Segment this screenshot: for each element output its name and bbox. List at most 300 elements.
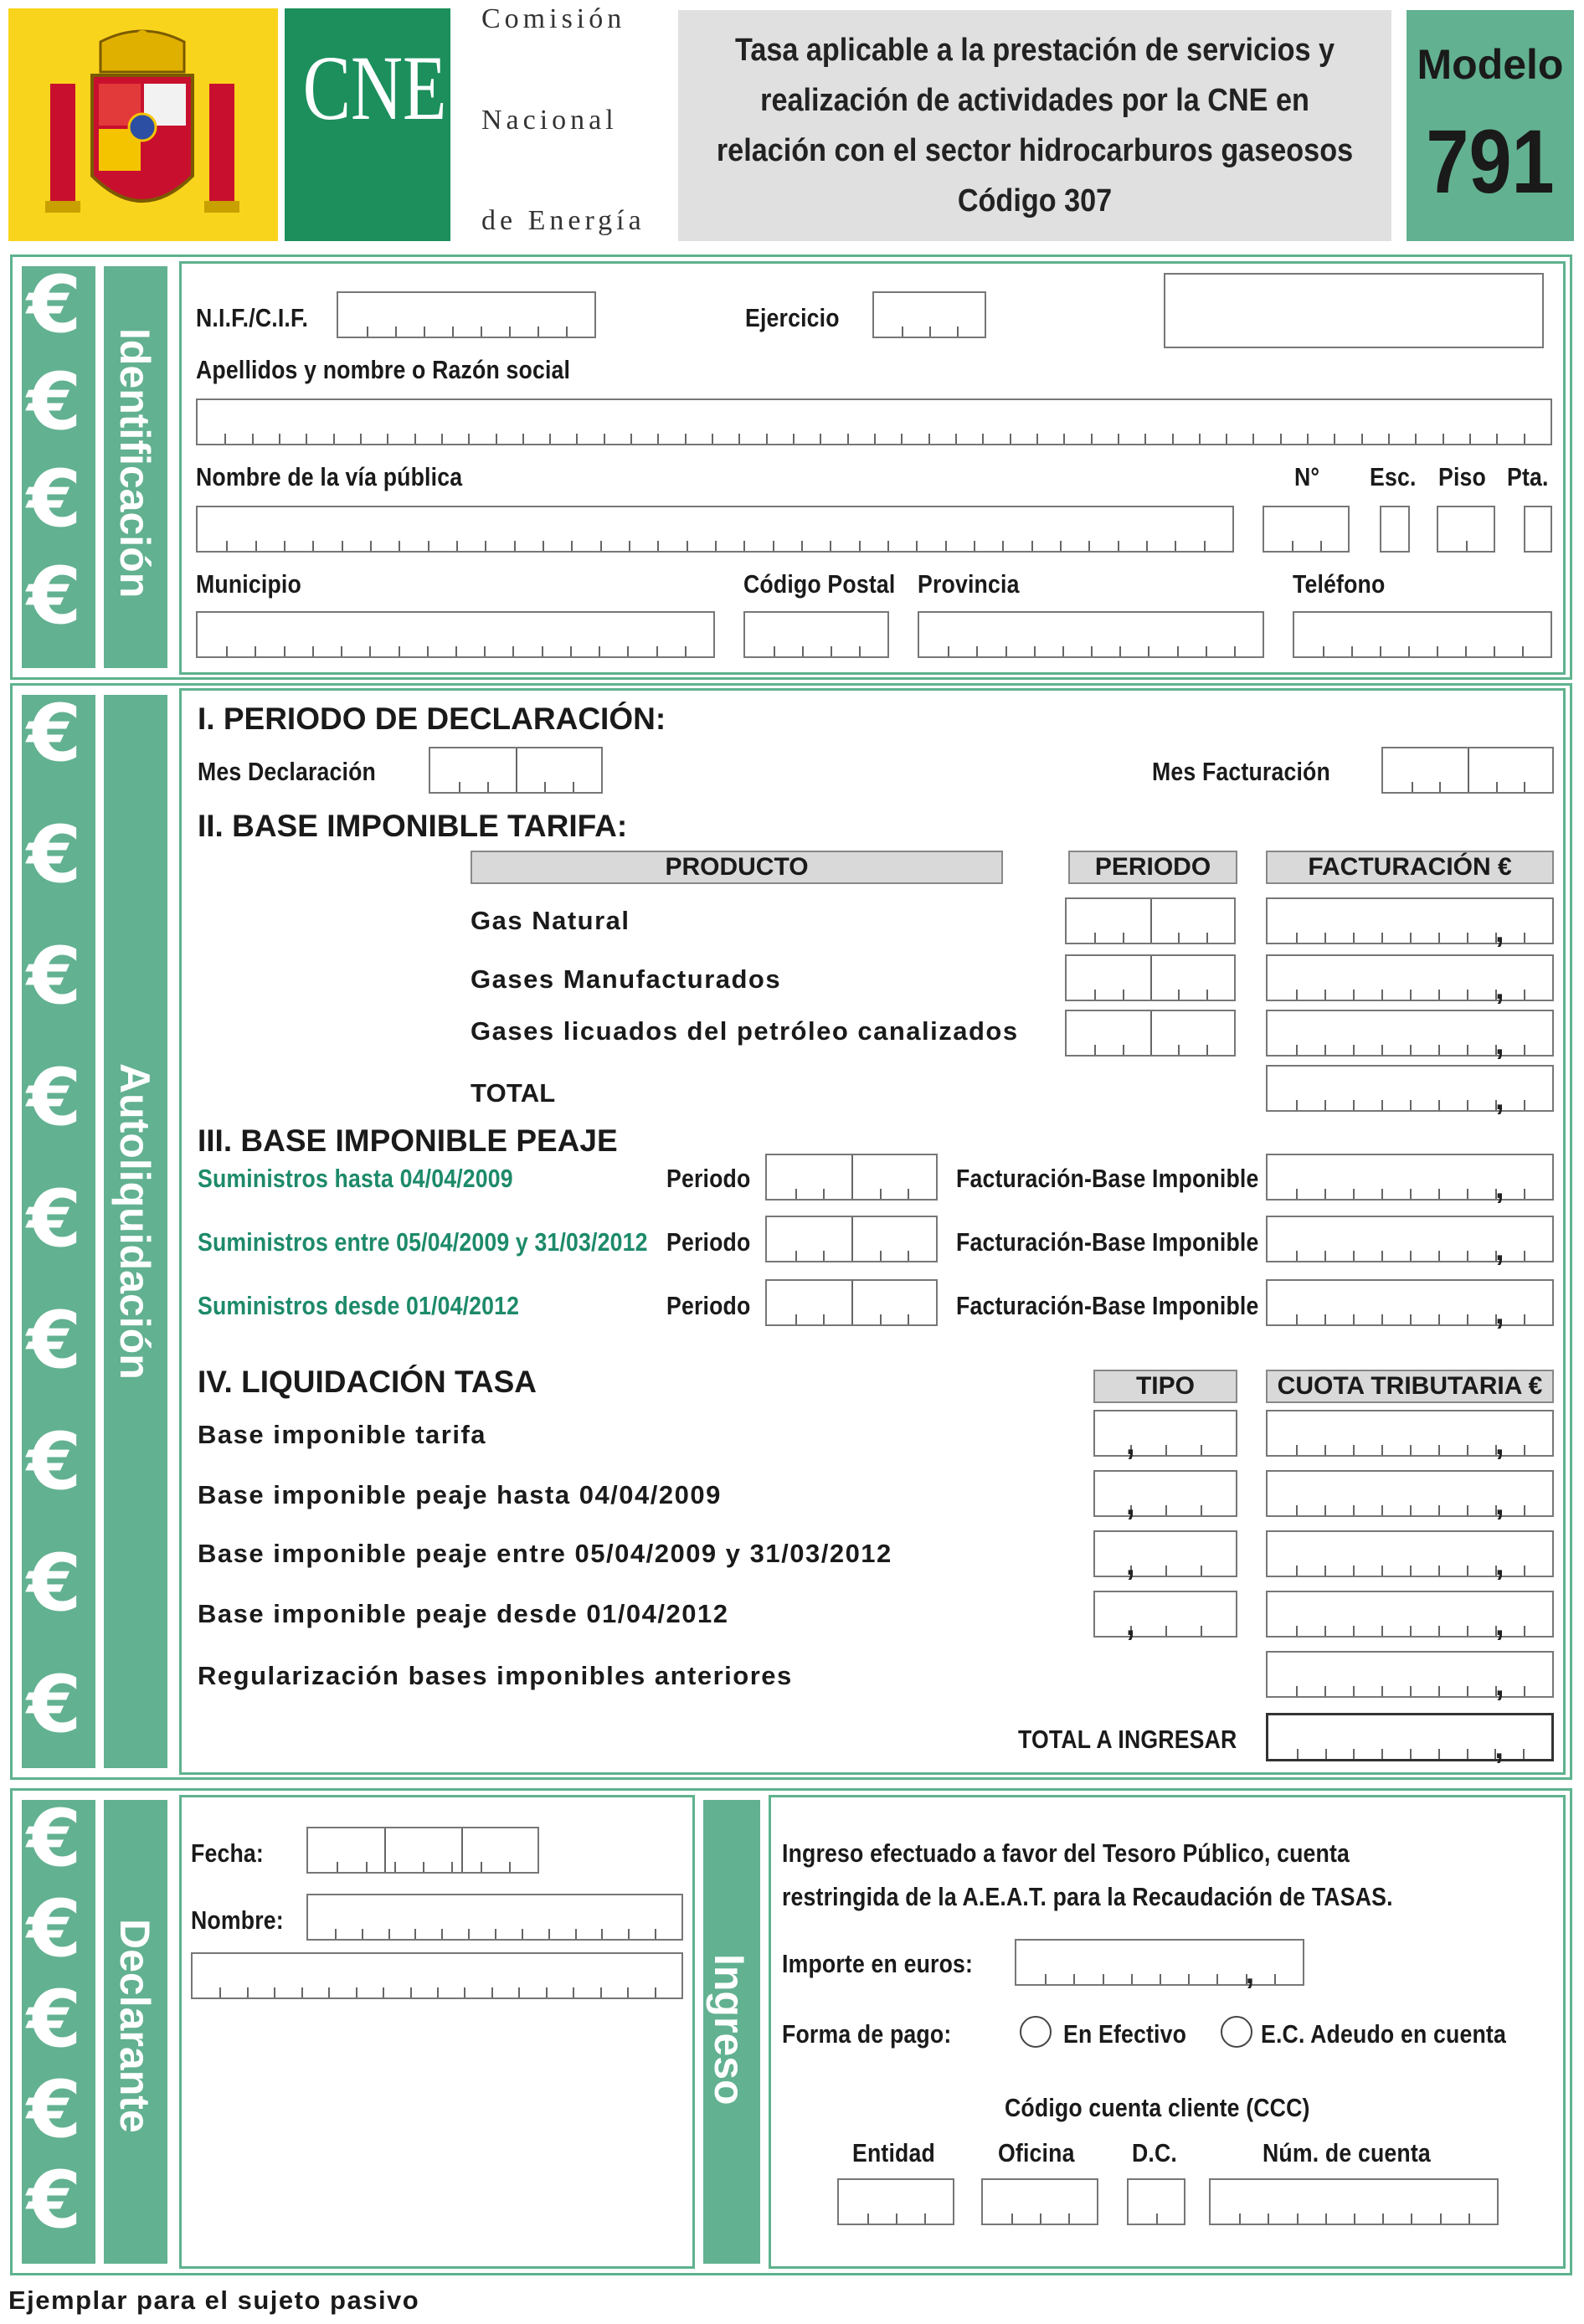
field-tick — [1206, 1045, 1208, 1055]
field-tick — [1524, 990, 1525, 1000]
total-tarifa-field[interactable] — [1266, 1065, 1554, 1117]
escalera-label: Esc. — [1370, 462, 1417, 491]
field-tick — [333, 434, 335, 444]
field-tick — [1323, 646, 1324, 656]
field-tick — [948, 646, 949, 656]
field-tick — [301, 1987, 303, 1998]
liq-row-4-cuota-field[interactable] — [1266, 1591, 1554, 1643]
field-tick — [715, 541, 717, 551]
field-tick — [1410, 933, 1412, 943]
dc-label: D.C. — [1132, 2138, 1178, 2167]
gases-manufacturados-periodo-field[interactable] — [1065, 954, 1236, 1001]
decimal-comma-icon: , — [1495, 914, 1504, 949]
form-title-code: Código 307 — [957, 183, 1113, 219]
decimal-comma-icon: , — [1495, 1668, 1504, 1703]
field-tick — [1031, 541, 1033, 551]
field-tick — [1325, 1749, 1327, 1759]
field-tick — [437, 1987, 439, 1998]
field-tick — [306, 434, 307, 444]
peaje-row-3-facturacion-field[interactable] — [1266, 1279, 1554, 1331]
regularizacion-cuota-field[interactable] — [1266, 1651, 1554, 1703]
decimal-comma-icon: , — [1495, 1026, 1504, 1062]
field-tick — [570, 646, 572, 656]
total-tarifa-label: TOTAL — [471, 1078, 556, 1108]
field-tick — [795, 1314, 797, 1324]
liq-row-2-label: Base imponible peaje hasta 04/04/2009 — [198, 1480, 722, 1509]
nombre-razon-field[interactable] — [196, 398, 1552, 445]
field-tick — [342, 541, 343, 551]
field-tick — [394, 1862, 396, 1872]
field-tick — [600, 1987, 602, 1998]
field-tick — [1524, 1626, 1525, 1636]
field-tick — [341, 646, 342, 656]
field-tick — [1524, 1445, 1525, 1455]
escalera-field[interactable] — [1380, 506, 1410, 553]
field-tick — [575, 1929, 577, 1939]
field-tick — [957, 326, 959, 337]
field-tick — [1334, 434, 1335, 444]
field-tick — [1437, 646, 1438, 656]
declarante-euro-icon: € — [27, 1974, 82, 2065]
identificacion-euro-icon: € — [27, 454, 82, 545]
field-tick — [1226, 434, 1227, 444]
tipo-column-header: TIPO — [1093, 1370, 1237, 1403]
field-tick — [1324, 1100, 1326, 1110]
peaje-row-1-periodo-field[interactable] — [765, 1154, 938, 1201]
entidad-field[interactable] — [837, 2178, 954, 2225]
numero-field[interactable] — [1263, 506, 1350, 553]
form-title-line2: realización de actividades por la CNE en — [760, 83, 1309, 118]
mes-facturacion-field[interactable] — [1381, 747, 1554, 794]
field-tick — [284, 646, 285, 656]
form-title-line3: relación con el sector hidrocarburos gaseosos — [716, 133, 1354, 168]
peaje-row-2-label: Suministros entre 05/04/2009 y 31/03/2012 — [198, 1227, 648, 1257]
field-tick — [509, 1862, 511, 1872]
field-tick — [1148, 646, 1149, 656]
decimal-comma-icon: , — [1125, 1487, 1135, 1522]
field-tick — [423, 1862, 424, 1872]
dc-field[interactable] — [1127, 2178, 1185, 2225]
field-tick — [1010, 434, 1011, 444]
field-tick — [1410, 1445, 1412, 1455]
field-tick — [655, 1929, 656, 1939]
field-tick — [823, 1189, 825, 1199]
spain-coat-of-arms-icon — [42, 25, 243, 226]
field-tick — [830, 541, 831, 551]
field-tick — [1123, 990, 1124, 1000]
liq-row-3-tipo-field[interactable] — [1093, 1530, 1237, 1582]
field-tick — [549, 434, 551, 444]
field-tick — [1353, 1314, 1355, 1324]
field-tick — [459, 782, 460, 792]
field-tick — [801, 541, 803, 551]
peaje-row-3-periodo-label: Periodo — [666, 1291, 751, 1320]
field-tick — [976, 646, 978, 656]
peaje-row-2-periodo-field[interactable] — [765, 1216, 938, 1262]
oficina-label: Oficina — [998, 2138, 1075, 2167]
field-tick — [1438, 1100, 1440, 1110]
field-tick — [1063, 434, 1065, 444]
field-tick — [1353, 990, 1355, 1000]
num-cuenta-field[interactable] — [1209, 2178, 1499, 2225]
field-tick — [1073, 1974, 1075, 1984]
field-tick — [1381, 1505, 1383, 1515]
field-tick — [1201, 1566, 1202, 1576]
field-tick — [1324, 1314, 1326, 1324]
field-tick — [1324, 1626, 1326, 1636]
field-tick — [1438, 1505, 1440, 1515]
field-tick — [1094, 933, 1096, 943]
autoliquidacion-label: Autoliquidación — [111, 1063, 158, 1380]
field-tick — [542, 646, 543, 656]
field-tick — [441, 1929, 443, 1939]
field-tick — [395, 326, 397, 337]
field-tick — [481, 1862, 482, 1872]
field-tick — [1165, 1505, 1167, 1515]
field-tick — [743, 541, 745, 551]
field-tick — [1496, 782, 1498, 792]
autoliquidacion-euro-icon: € — [27, 1659, 82, 1751]
field-tick — [793, 434, 795, 444]
field-tick — [573, 1987, 574, 1998]
field-tick — [485, 541, 486, 551]
telefono-field[interactable] — [1293, 611, 1552, 658]
field-tick — [1440, 2213, 1442, 2224]
field-tick — [522, 1929, 523, 1939]
field-tick — [1234, 646, 1236, 656]
liquidacion-tasa-title: IV. LIQUIDACIÓN TASA — [198, 1365, 537, 1399]
field-tick — [1438, 990, 1440, 1000]
field-tick — [1201, 1626, 1202, 1636]
field-tick — [908, 1314, 909, 1324]
via-publica-label: Nombre de la vía pública — [196, 462, 463, 491]
field-tick — [399, 646, 400, 656]
field-tick — [1438, 1251, 1440, 1261]
field-tick — [880, 1251, 882, 1261]
field-tick — [1381, 1686, 1383, 1696]
field-tick — [1351, 646, 1353, 656]
field-tick — [1123, 1045, 1124, 1055]
field-tick — [1118, 541, 1119, 551]
field-tick — [928, 434, 930, 444]
liq-row-2-tipo-field[interactable] — [1093, 1470, 1237, 1522]
field-tick — [1410, 1100, 1412, 1110]
field-tick — [908, 1189, 909, 1199]
field-tick — [851, 1189, 853, 1199]
field-tick — [1353, 1626, 1355, 1636]
field-tick — [1524, 434, 1525, 444]
field-tick — [410, 1987, 412, 1998]
field-tick — [1467, 990, 1468, 1000]
field-tick — [1296, 1045, 1298, 1055]
field-tick — [1150, 990, 1152, 1000]
field-tick — [455, 646, 457, 656]
field-tick — [1320, 541, 1322, 551]
field-tick — [456, 541, 458, 551]
piso-label: Piso — [1438, 462, 1487, 491]
field-tick — [1496, 434, 1498, 444]
adeudo-radio[interactable] — [1221, 2016, 1252, 2048]
decimal-comma-icon: , — [1125, 1427, 1135, 1462]
field-tick — [1353, 1100, 1355, 1110]
field-tick — [255, 646, 256, 656]
stamp-area — [1164, 273, 1544, 348]
field-separator — [461, 1828, 463, 1872]
field-tick — [247, 1987, 249, 1998]
field-tick — [1354, 2213, 1355, 2224]
field-tick — [1175, 541, 1176, 551]
field-tick — [1381, 1314, 1383, 1324]
field-tick — [1165, 1445, 1167, 1455]
field-tick — [599, 646, 600, 656]
ingreso-text-line2: restringida de la A.E.A.T. para la Recaudación de TASAS. — [782, 1882, 1393, 1911]
autoliquidacion-euro-icon: € — [27, 688, 82, 779]
field-tick — [1380, 646, 1381, 656]
field-tick — [1060, 541, 1062, 551]
field-tick — [1524, 1505, 1525, 1515]
form-title-line1: Tasa aplicable a la prestación de servicios y — [734, 33, 1335, 68]
num-cuenta-label: Núm. de cuenta — [1263, 2138, 1431, 2167]
ejemplar-footer: Ejemplar para el sujeto pasivo — [8, 2285, 420, 2315]
telefono-label: Teléfono — [1293, 569, 1386, 599]
field-tick — [366, 1862, 368, 1872]
field-tick — [1410, 1749, 1412, 1759]
field-tick — [1165, 1566, 1167, 1576]
decimal-comma-icon: , — [1495, 1082, 1504, 1117]
field-tick — [1438, 1045, 1440, 1055]
field-tick — [685, 646, 687, 656]
peaje-row-3-facturacion-label: Facturación-Base Imponible — [956, 1291, 1259, 1320]
field-tick — [1438, 1314, 1440, 1324]
field-tick — [1467, 1686, 1468, 1696]
peaje-row-2-periodo-label: Periodo — [666, 1227, 751, 1257]
field-tick — [255, 541, 257, 551]
field-tick — [1324, 1045, 1326, 1055]
field-tick — [441, 434, 443, 444]
field-tick — [1160, 1974, 1161, 1984]
liq-row-1-cuota-field[interactable] — [1266, 1410, 1554, 1462]
field-tick — [1438, 1445, 1440, 1455]
field-tick — [1522, 646, 1524, 656]
gases-manufacturados-label: Gases Manufacturados — [471, 964, 782, 994]
liq-row-4-tipo-field[interactable] — [1093, 1591, 1237, 1643]
field-tick — [974, 541, 975, 551]
liq-row-2-cuota-field[interactable] — [1266, 1470, 1554, 1522]
declarante-euro-icon: € — [27, 1884, 82, 1975]
field-tick — [1410, 1314, 1412, 1324]
field-tick — [820, 434, 821, 444]
peaje-row-1-label: Suministros hasta 04/04/2009 — [198, 1164, 513, 1193]
municipio-label: Municipio — [196, 569, 301, 599]
field-tick — [802, 646, 804, 656]
field-tick — [945, 541, 947, 551]
field-tick — [252, 434, 254, 444]
field-tick — [1296, 1445, 1298, 1455]
autoliquidacion-euro-icon: € — [27, 1174, 82, 1265]
field-tick — [1410, 1251, 1412, 1261]
glp-canalizados-facturacion-field[interactable] — [1266, 1010, 1554, 1062]
field-tick — [1381, 1626, 1383, 1636]
field-tick — [1410, 1505, 1412, 1515]
field-tick — [851, 1251, 853, 1261]
field-tick — [468, 434, 470, 444]
liq-row-1-tipo-field[interactable] — [1093, 1410, 1237, 1462]
field-tick — [1524, 1189, 1525, 1199]
decimal-comma-icon: , — [1495, 1427, 1504, 1462]
field-tick — [1494, 646, 1495, 656]
autoliquidacion-euro-icon: € — [27, 1417, 82, 1508]
field-tick — [1172, 434, 1174, 444]
field-tick — [1150, 1045, 1152, 1055]
field-tick — [1381, 1566, 1383, 1576]
field-tick — [491, 1987, 493, 1998]
field-tick — [279, 434, 280, 444]
field-tick — [1438, 1626, 1440, 1636]
via-publica-field[interactable] — [196, 506, 1234, 553]
gas-natural-periodo-field[interactable] — [1065, 897, 1236, 944]
field-tick — [1119, 646, 1121, 656]
field-tick — [774, 646, 775, 656]
liq-row-3-cuota-field[interactable] — [1266, 1530, 1554, 1582]
field-tick — [367, 326, 368, 337]
org-name-line3: de Energía — [481, 205, 645, 236]
field-tick — [902, 326, 903, 337]
field-tick — [1467, 1749, 1468, 1759]
gases-manufacturados-facturacion-field[interactable] — [1266, 954, 1554, 1006]
field-tick — [1438, 1189, 1440, 1199]
field-tick — [1465, 646, 1467, 656]
ejercicio-label: Ejercicio — [745, 303, 840, 332]
decimal-comma-icon: , — [1125, 1607, 1135, 1643]
field-tick — [1206, 646, 1207, 656]
model-number: 791 — [1426, 111, 1555, 212]
glp-canalizados-periodo-field[interactable] — [1065, 1010, 1236, 1057]
field-tick — [1034, 646, 1036, 656]
field-tick — [451, 1862, 453, 1872]
field-tick — [1381, 1100, 1383, 1110]
field-tick — [1467, 1566, 1468, 1576]
field-tick — [335, 1929, 337, 1939]
total-a-ingresar-field[interactable] — [1266, 1713, 1554, 1766]
field-tick — [509, 326, 511, 337]
field-tick — [1296, 1314, 1298, 1324]
provincia-field[interactable] — [918, 611, 1264, 658]
autoliquidacion-euro-icon: € — [27, 1052, 82, 1144]
importe-field[interactable] — [1015, 1939, 1304, 1991]
field-tick — [1292, 541, 1293, 551]
piso-field[interactable] — [1437, 506, 1495, 553]
field-tick — [399, 541, 400, 551]
field-tick — [604, 434, 605, 444]
peaje-row-3-label: Suministros desde 01/04/2012 — [198, 1291, 520, 1320]
field-tick — [1467, 1445, 1468, 1455]
field-tick — [1201, 1505, 1202, 1515]
ejercicio-field[interactable] — [872, 291, 986, 338]
field-tick — [1438, 1566, 1440, 1576]
field-tick — [1091, 646, 1093, 656]
field-tick — [628, 1929, 630, 1939]
field-tick — [1297, 1749, 1299, 1759]
efectivo-radio[interactable] — [1020, 2016, 1052, 2048]
field-tick — [1118, 434, 1119, 444]
field-tick — [601, 1929, 603, 1939]
field-tick — [1524, 1686, 1525, 1696]
field-tick — [1324, 1251, 1326, 1261]
field-tick — [481, 326, 482, 337]
mes-declaracion-label: Mes Declaración — [198, 757, 376, 786]
provincia-label: Provincia — [918, 569, 1020, 599]
field-tick — [496, 434, 497, 444]
field-tick — [312, 646, 314, 656]
decimal-comma-icon: , — [1495, 971, 1504, 1006]
field-tick — [1524, 1251, 1525, 1261]
field-tick — [1091, 434, 1093, 444]
field-tick — [1381, 990, 1383, 1000]
field-tick — [982, 434, 984, 444]
fecha-field[interactable] — [306, 1827, 539, 1874]
field-tick — [908, 1251, 909, 1261]
nombre-declarante-field-2[interactable] — [191, 1952, 683, 1999]
municipio-field[interactable] — [196, 611, 715, 658]
producto-column-header: PRODUCTO — [471, 851, 1003, 884]
field-tick — [1150, 933, 1152, 943]
field-tick — [573, 782, 574, 792]
field-tick — [383, 1987, 384, 1998]
field-tick — [773, 541, 774, 551]
field-tick — [1467, 1100, 1468, 1110]
field-tick — [629, 541, 630, 551]
field-tick — [929, 326, 931, 337]
field-tick — [1036, 434, 1038, 444]
oficina-field[interactable] — [981, 2178, 1098, 2225]
field-tick — [1467, 1314, 1468, 1324]
peaje-row-2-facturacion-field[interactable] — [1266, 1216, 1554, 1267]
field-tick — [1206, 990, 1208, 1000]
mes-declaracion-field[interactable] — [429, 747, 603, 794]
ingreso-text-line1: Ingreso efectuado a favor del Tesoro Público, cuenta — [782, 1838, 1350, 1868]
field-tick — [1467, 1505, 1468, 1515]
puerta-field[interactable] — [1524, 506, 1552, 553]
field-tick — [1199, 434, 1201, 444]
field-tick — [387, 434, 388, 444]
entidad-label: Entidad — [852, 2138, 935, 2167]
field-tick — [495, 1929, 496, 1939]
field-tick — [924, 2213, 926, 2224]
field-tick — [1088, 541, 1090, 551]
field-tick — [880, 1314, 882, 1324]
nombre-declarante-field[interactable] — [306, 1894, 683, 1941]
field-tick — [1296, 933, 1298, 943]
identificacion-euro-icon: € — [27, 551, 82, 642]
field-tick — [955, 434, 957, 444]
field-tick — [1005, 646, 1007, 656]
field-tick — [1411, 2213, 1412, 2224]
field-tick — [369, 646, 371, 656]
codigo-postal-field[interactable] — [743, 611, 889, 658]
field-tick — [896, 2213, 897, 2224]
gas-natural-facturacion-field[interactable] — [1266, 897, 1554, 949]
field-tick — [627, 1987, 629, 1998]
nif-field[interactable] — [337, 291, 596, 338]
peaje-row-3-periodo-field[interactable] — [765, 1279, 938, 1326]
field-tick — [1381, 933, 1383, 943]
peaje-row-1-facturacion-field[interactable] — [1266, 1154, 1554, 1206]
field-tick — [337, 1862, 338, 1872]
efectivo-label: En Efectivo — [1063, 2019, 1187, 2049]
liq-row-3-label: Base imponible peaje entre 05/04/2009 y 31/03/2012 — [198, 1539, 892, 1568]
field-tick — [1280, 434, 1282, 444]
field-tick — [823, 1251, 825, 1261]
